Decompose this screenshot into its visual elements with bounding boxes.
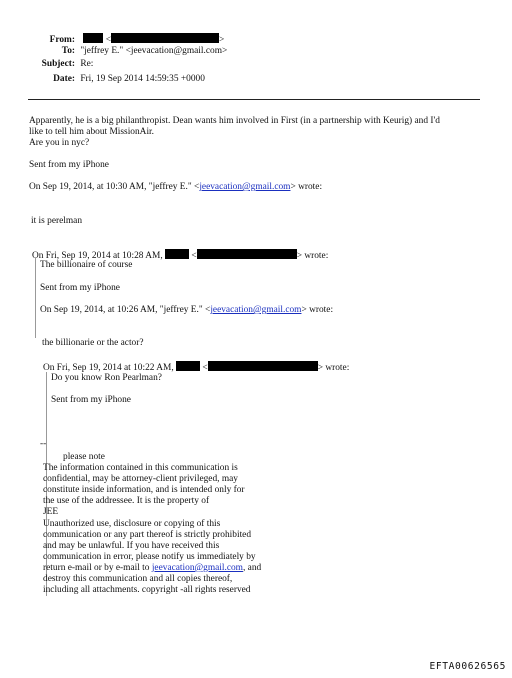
quote-text-1: it is perelman [31, 216, 83, 226]
header-subject-row [30, 59, 93, 69]
sent-from-iphone: Sent from my iPhone [51, 395, 131, 405]
disclaimer-line: including all attachments. copyright -all rights reserved [43, 585, 251, 596]
subject-value: Re: [80, 59, 94, 69]
email-link[interactable]: jeevacation@gmail.com [210, 305, 302, 315]
header-from-row [30, 33, 224, 45]
quote-header-4: On Fri, Sep 19, 2014 at 10:22 AM, < > wrote: [43, 363, 350, 373]
signature-please-note: please note [63, 452, 105, 462]
sent-from-iphone: Sent from my iPhone [40, 283, 120, 293]
email-link[interactable]: jeevacation@gmail.com [151, 562, 243, 573]
disclaimer-line: constitute inside information, and is intended only for [43, 485, 245, 496]
redaction-bar [165, 249, 189, 259]
quote-header-2: On Fri, Sep 19, 2014 at 10:28 AM, < > wrote: [32, 251, 329, 261]
quote-text-2: The billionaire of course [40, 260, 133, 270]
quote-text-3: the billionarie or the actor? [42, 338, 144, 348]
quote-text-4: Do you know Ron Pearlman? [51, 373, 162, 383]
disclaimer-line: the use of the addressee. It is the property of [43, 496, 210, 507]
disclaimer-line: The information contained in this communication is [43, 463, 238, 473]
disclaimer-line: return e-mail or by e-mail to jeevacation@gmail.com, and [43, 562, 262, 573]
header-date-row [30, 74, 205, 84]
date-value: Fri, 19 Sep 2014 14:59:35 +0000 [80, 74, 205, 84]
redaction-bar [197, 249, 297, 259]
body-line: like to tell him about MissionAir. [29, 127, 154, 137]
quote-header-1: On Sep 19, 2014, at 10:30 AM, "jeffrey E." <jeevacation@gmail.com> wrote: [29, 182, 323, 192]
signature-dashes: -- [40, 439, 47, 449]
disclaimer-line: JEE [43, 507, 59, 518]
redaction-bar [208, 361, 318, 371]
quote-header-3: On Sep 19, 2014, at 10:26 AM, "jeffrey E." <jeevacation@gmail.com> wrote: [40, 305, 334, 315]
quote-bar [35, 258, 36, 338]
disclaimer-line: Unauthorized use, disclosure or copying of this [43, 518, 221, 529]
body-line: Are you in nyc? [29, 138, 90, 148]
from-gt: > [218, 35, 225, 45]
redaction-bar [111, 33, 219, 43]
to-label: To: [61, 46, 75, 56]
document-id: EFTA00626565 [429, 661, 506, 672]
header-to-row [30, 46, 227, 56]
to-value: "jeffrey E." <jeevacation@gmail.com> [80, 46, 228, 56]
redaction-bar [176, 361, 200, 371]
email-link[interactable]: jeevacation@gmail.com [199, 182, 291, 192]
disclaimer-line: and may be unlawful. If you have received this [43, 540, 220, 551]
from-label: From: [49, 35, 75, 45]
disclaimer-line: communication in error, please notify us immediately by [43, 551, 256, 562]
disclaimer-line: destroy this communication and all copies thereof, [43, 574, 233, 584]
sent-from-iphone: Sent from my iPhone [29, 160, 109, 170]
subject-label: Subject: [41, 59, 75, 69]
disclaimer-line: confidential, may be attorney-client privileged, may [43, 474, 238, 485]
body-line: Apparently, he is a big philanthropist. Dean wants him involved in First (in a partnership with Keurig) and I'd [29, 116, 440, 126]
from-lt: < [105, 35, 111, 45]
redaction-bar [83, 33, 103, 43]
disclaimer-line: communication or any part thereof is strictly prohibited [43, 529, 252, 540]
header-divider [28, 99, 480, 100]
date-label: Date: [53, 74, 75, 84]
